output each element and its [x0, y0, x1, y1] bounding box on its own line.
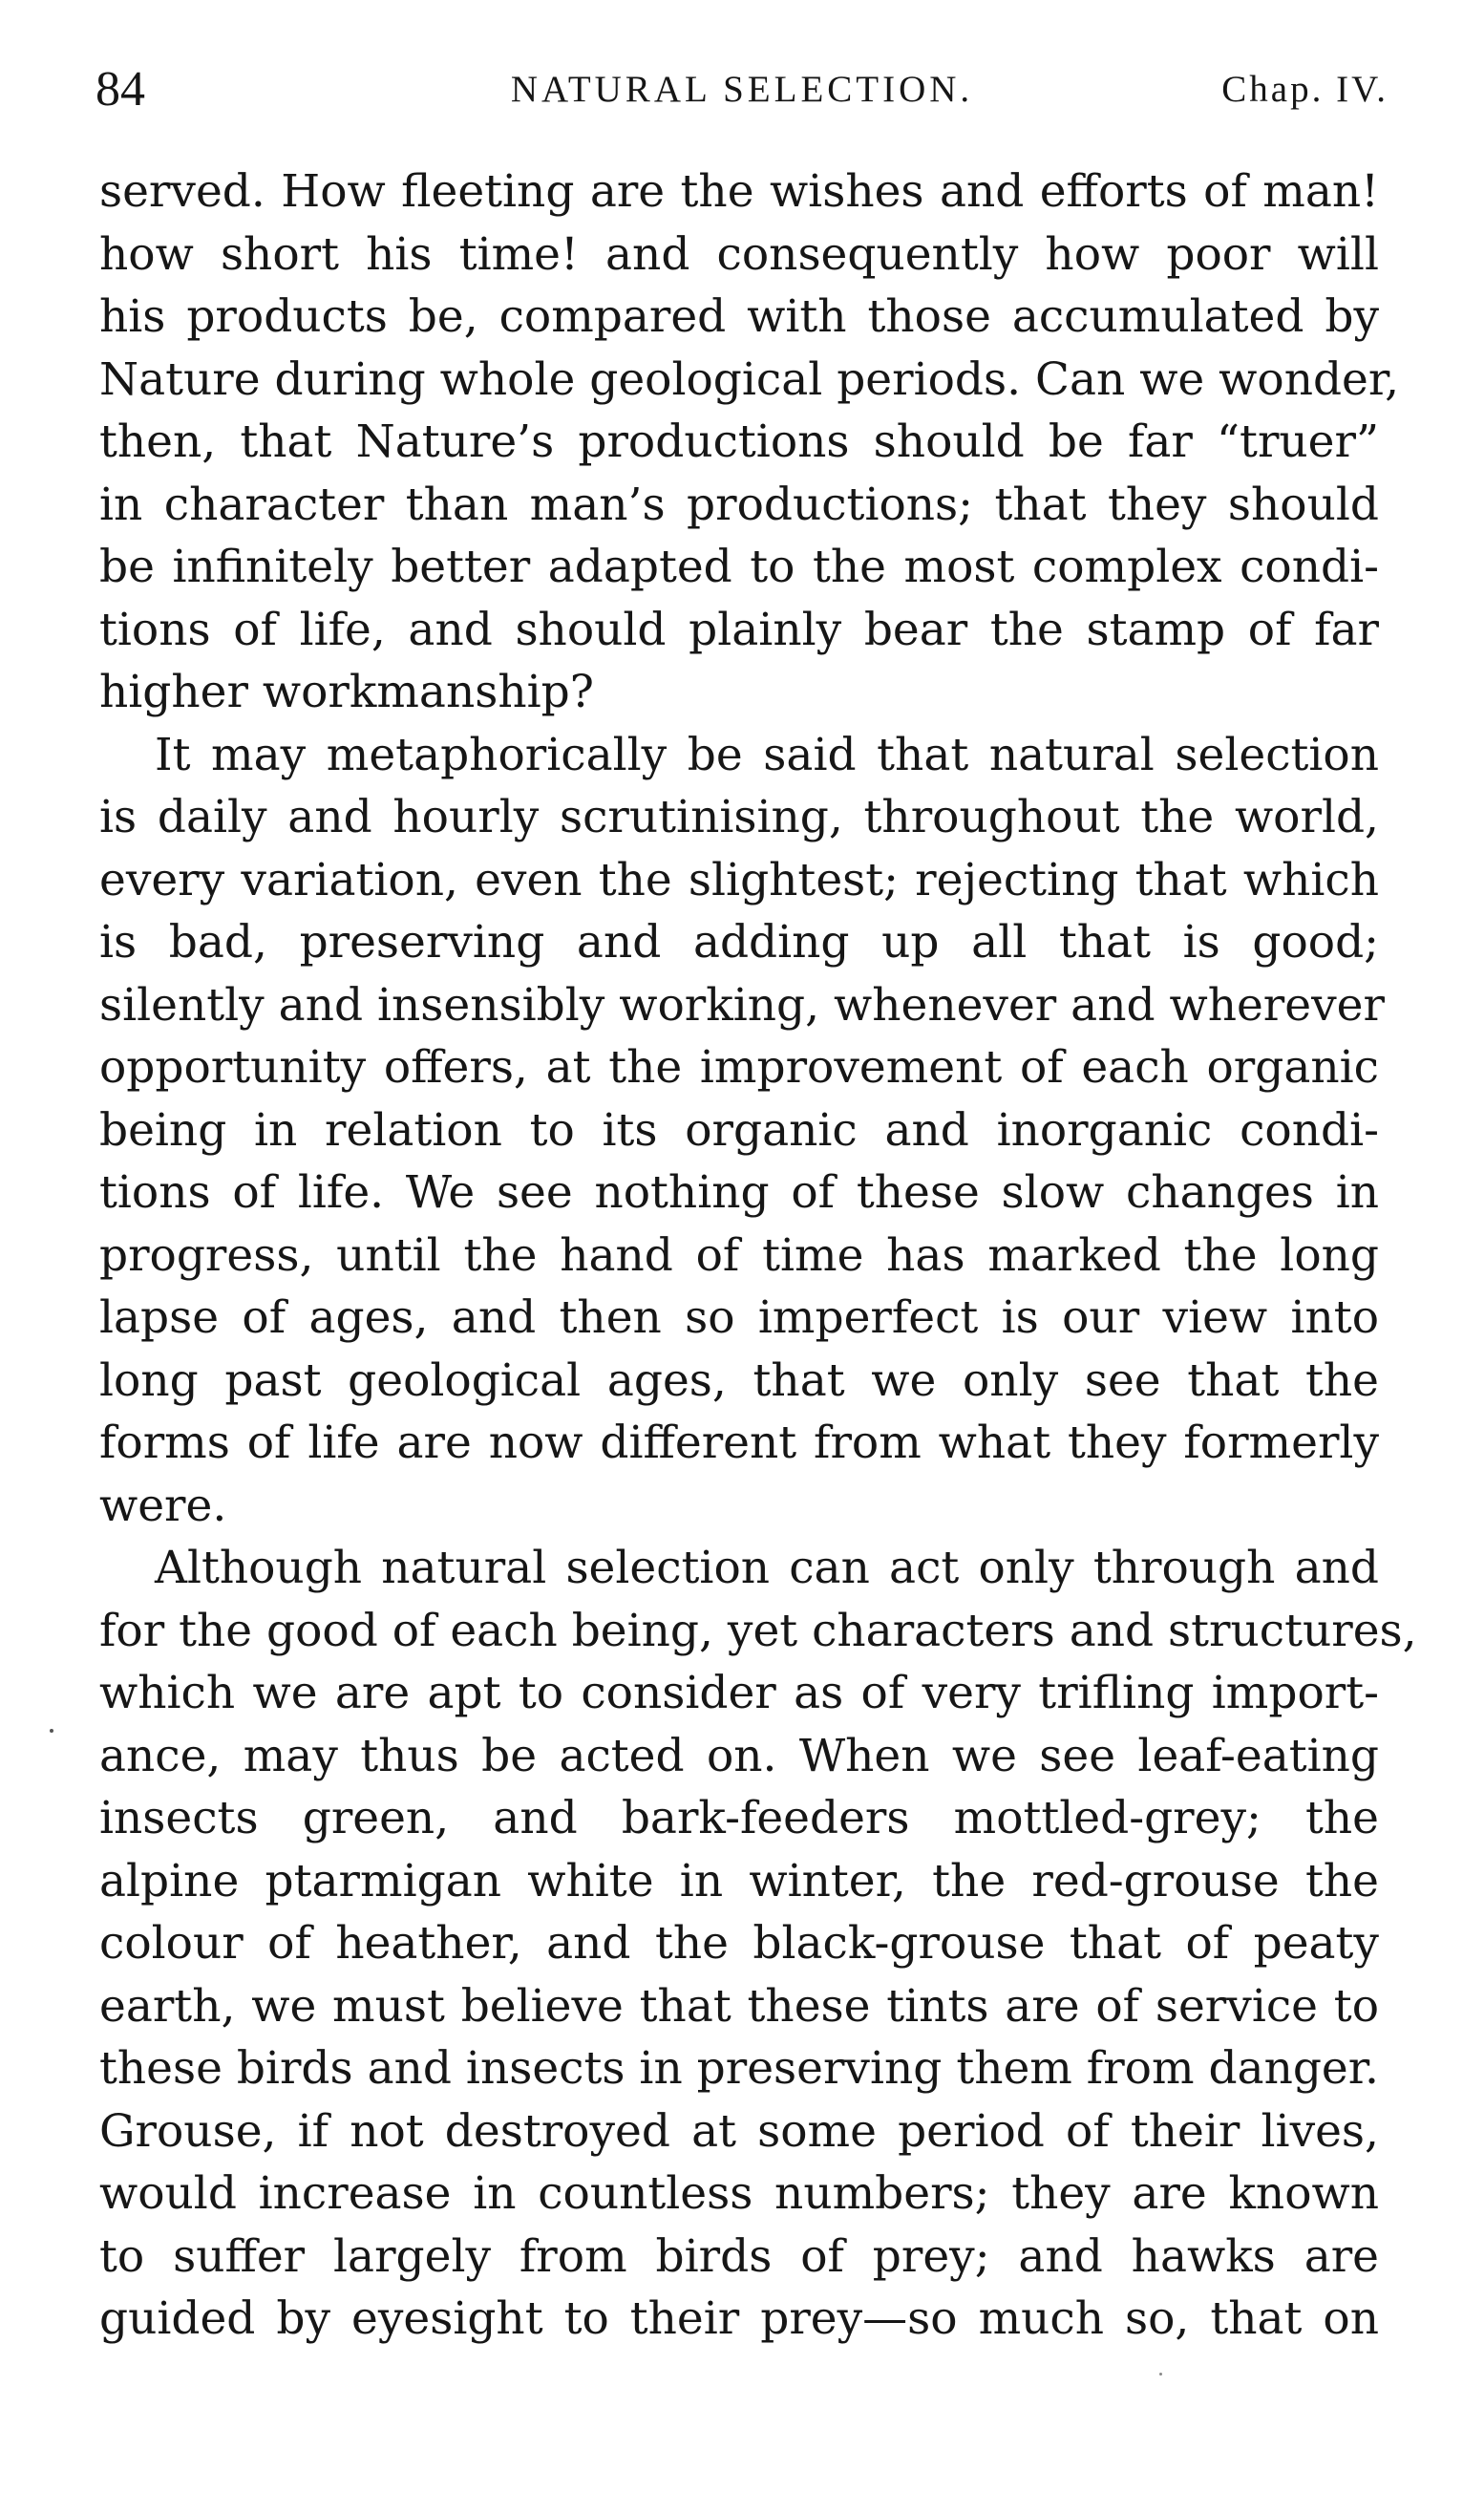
text-line: would increase in countless numbers; they are known [99, 2167, 1379, 2220]
text-line: being in relation to its organic and inorganic condi- [99, 1103, 1379, 1157]
text-line: alpine ptarmigan white in winter, the red-grouse the [99, 1854, 1379, 1907]
text-line: guided by eyesight to their prey—so much so, that on [99, 2292, 1379, 2345]
text-line: for the good of each being, yet characters and structures, [99, 1604, 1417, 1657]
text-line: higher workmanship? [99, 666, 594, 718]
text-line: his products be, compared with those accumulated by [99, 290, 1379, 343]
text-line: Nature during whole geological periods. Can we wonder, [99, 352, 1400, 406]
text-line: opportunity offers, at the improvement of each organic [99, 1041, 1379, 1094]
text-line: every variation, even the slightest; rejecting that which [99, 853, 1379, 906]
text-line: Grouse, if not destroyed at some period of their lives, [99, 2104, 1379, 2158]
chapter-label: Chap. IV. [1221, 69, 1389, 110]
text-line: is daily and hourly scrutinising, throughout the world, [99, 791, 1379, 843]
text-line: forms of life are now different from what they formerly [99, 1417, 1379, 1469]
text-line: ance, may thus be acted on. When we see leaf-eating [99, 1729, 1379, 1782]
text-line: colour of heather, and the black-grouse that of peaty [99, 1917, 1379, 1970]
paragraph-protective-colour [99, 1537, 1417, 2351]
text-line: silently and insensibly working, whenever and wherever [99, 978, 1385, 1032]
text-line: were. [99, 1479, 227, 1532]
text-line: be infinitely better adapted to the most complex condi- [99, 541, 1379, 593]
text-line: to suffer largely from birds of prey; and hawks are [99, 2229, 1379, 2283]
text-line: served. How fleeting are the wishes and efforts of man! [99, 165, 1379, 218]
running-head [95, 42, 1389, 138]
paragraph-metaphor [99, 724, 1385, 1538]
text-line: long past geological ages, that we only see that the [99, 1353, 1379, 1407]
text-line: these birds and insects in preserving them from danger. [99, 2042, 1379, 2095]
text-line: in character than man’s productions; that they should [99, 478, 1379, 531]
paragraph-continued [99, 160, 1400, 724]
print-speck [1159, 2373, 1162, 2376]
text-line: lapse of ages, and then so imperfect is our view into [99, 1291, 1379, 1344]
text-line: It may metaphorically be said that natural selection [155, 728, 1379, 781]
text-line: which we are apt to consider as of very trifling import- [99, 1667, 1379, 1719]
text-line: earth, we must believe that these tints are of service to [99, 1979, 1379, 2033]
text-line: Although natural selection can act only through and [155, 1542, 1379, 1594]
text-line: insects green, and bark-feeders mottled-grey; the [99, 1792, 1379, 1844]
body-text [99, 160, 1417, 2351]
running-title: NATURAL SELECTION. [510, 69, 974, 110]
text-line: then, that Nature’s productions should be far “truer” [99, 416, 1379, 468]
text-line: is bad, preserving and adding up all that is good; [99, 916, 1379, 969]
page-number: 84 [95, 62, 145, 117]
text-line: tions of life, and should plainly bear the stamp of far [99, 603, 1379, 656]
text-line: progress, until the hand of time has marked the long [99, 1228, 1379, 1282]
text-line: tions of life. We see nothing of these slow changes in [99, 1166, 1379, 1219]
print-speck [50, 1729, 53, 1733]
text-line: how short his time! and consequently how poor will [99, 227, 1379, 281]
